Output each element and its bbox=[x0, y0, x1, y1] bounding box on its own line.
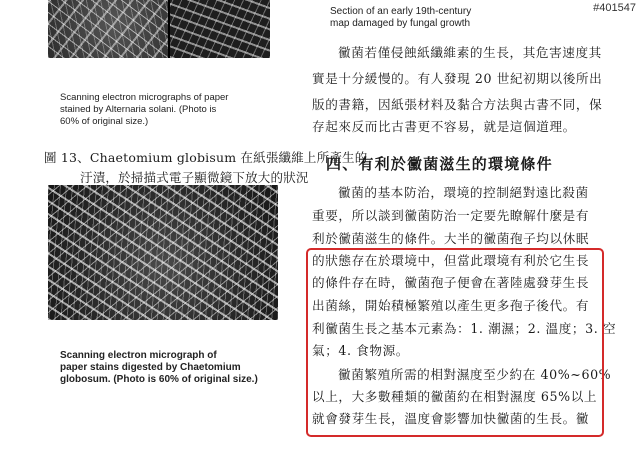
figure-13-caption-line-1: 圖 13、Chaetomium globisum 在紙張纖維上所產生的 bbox=[44, 150, 368, 165]
top-left-photo-caption: Scanning electron micrographs of paper stained by Alternaria solani. (Photo is 60% of original size.) bbox=[60, 92, 229, 127]
paragraph-3-line-3: 就會發芽生長，溫度會影響加快黴菌的生長。黴 bbox=[312, 411, 590, 426]
map-photo-caption: Section of an early 19th-century map damaged by fungal growth bbox=[330, 6, 472, 29]
section-heading: 四、有利於黴菌滋生的環境條件 bbox=[326, 155, 553, 173]
paragraph-2-line-3: 利於黴菌滋生的條件。大半的黴菌孢子均以休眠 bbox=[312, 231, 590, 246]
paragraph-2-line-5: 的條件存在時，黴菌孢子便會在著陸處發芽生長 bbox=[312, 275, 590, 290]
paragraph-1-line-4: 存起來反而比古書更不容易，就是這個道理。 bbox=[312, 119, 576, 134]
highlight-annotation-box bbox=[306, 248, 604, 437]
paragraph-2-line-7: 利黴菌生長之基本元素為：1. 潮濕；2. 溫度；3. 空 bbox=[312, 321, 617, 336]
paragraph-2-line-1: 黴菌的基本防治，環境的控制絕對遠比殺菌 bbox=[338, 185, 589, 200]
paragraph-1-line-3: 版的書籍，因紙張材料及黏合方法與古書不同，保 bbox=[312, 97, 603, 112]
paragraph-2-line-4: 的狀態存在於環境中，但當此環境有利於它生長 bbox=[312, 253, 590, 268]
chaetomium-micrograph bbox=[48, 185, 278, 320]
paragraph-3-line-1: 黴菌繁殖所需的相對濕度至少約在 40%~60% bbox=[338, 367, 612, 382]
paragraph-2-line-8: 氣；4. 食物源。 bbox=[312, 343, 409, 358]
paragraph-1-line-2: 實是十分緩慢的。有人發現 20 世紀初期以後所出 bbox=[312, 71, 603, 86]
top-left-micrograph bbox=[48, 0, 270, 58]
chaetomium-photo-caption: Scanning electron micrograph of paper stains digested by Chaetomium globosum. (Photo is 60% of original size.) bbox=[60, 350, 258, 385]
figure-13-caption-line-2: 汙漬，於掃描式電子顯微鏡下放大的狀況 bbox=[80, 170, 309, 185]
paragraph-1-line-1: 黴菌若僅侵蝕紙纖維素的生長，其危害速度其 bbox=[338, 45, 602, 60]
paragraph-2-line-2: 重要，所以談到黴菌防治一定要先瞭解什麼是有 bbox=[312, 208, 590, 223]
paragraph-2-line-6: 出菌絲，開始積極繁殖以產生更多孢子後代。有 bbox=[312, 298, 590, 313]
top-left-micrograph-inset bbox=[168, 0, 270, 58]
document-id-label: #401547 bbox=[593, 2, 636, 14]
paragraph-3-line-2: 以上，大多數種類的黴菌約在相對濕度 65%以上 bbox=[312, 389, 598, 404]
